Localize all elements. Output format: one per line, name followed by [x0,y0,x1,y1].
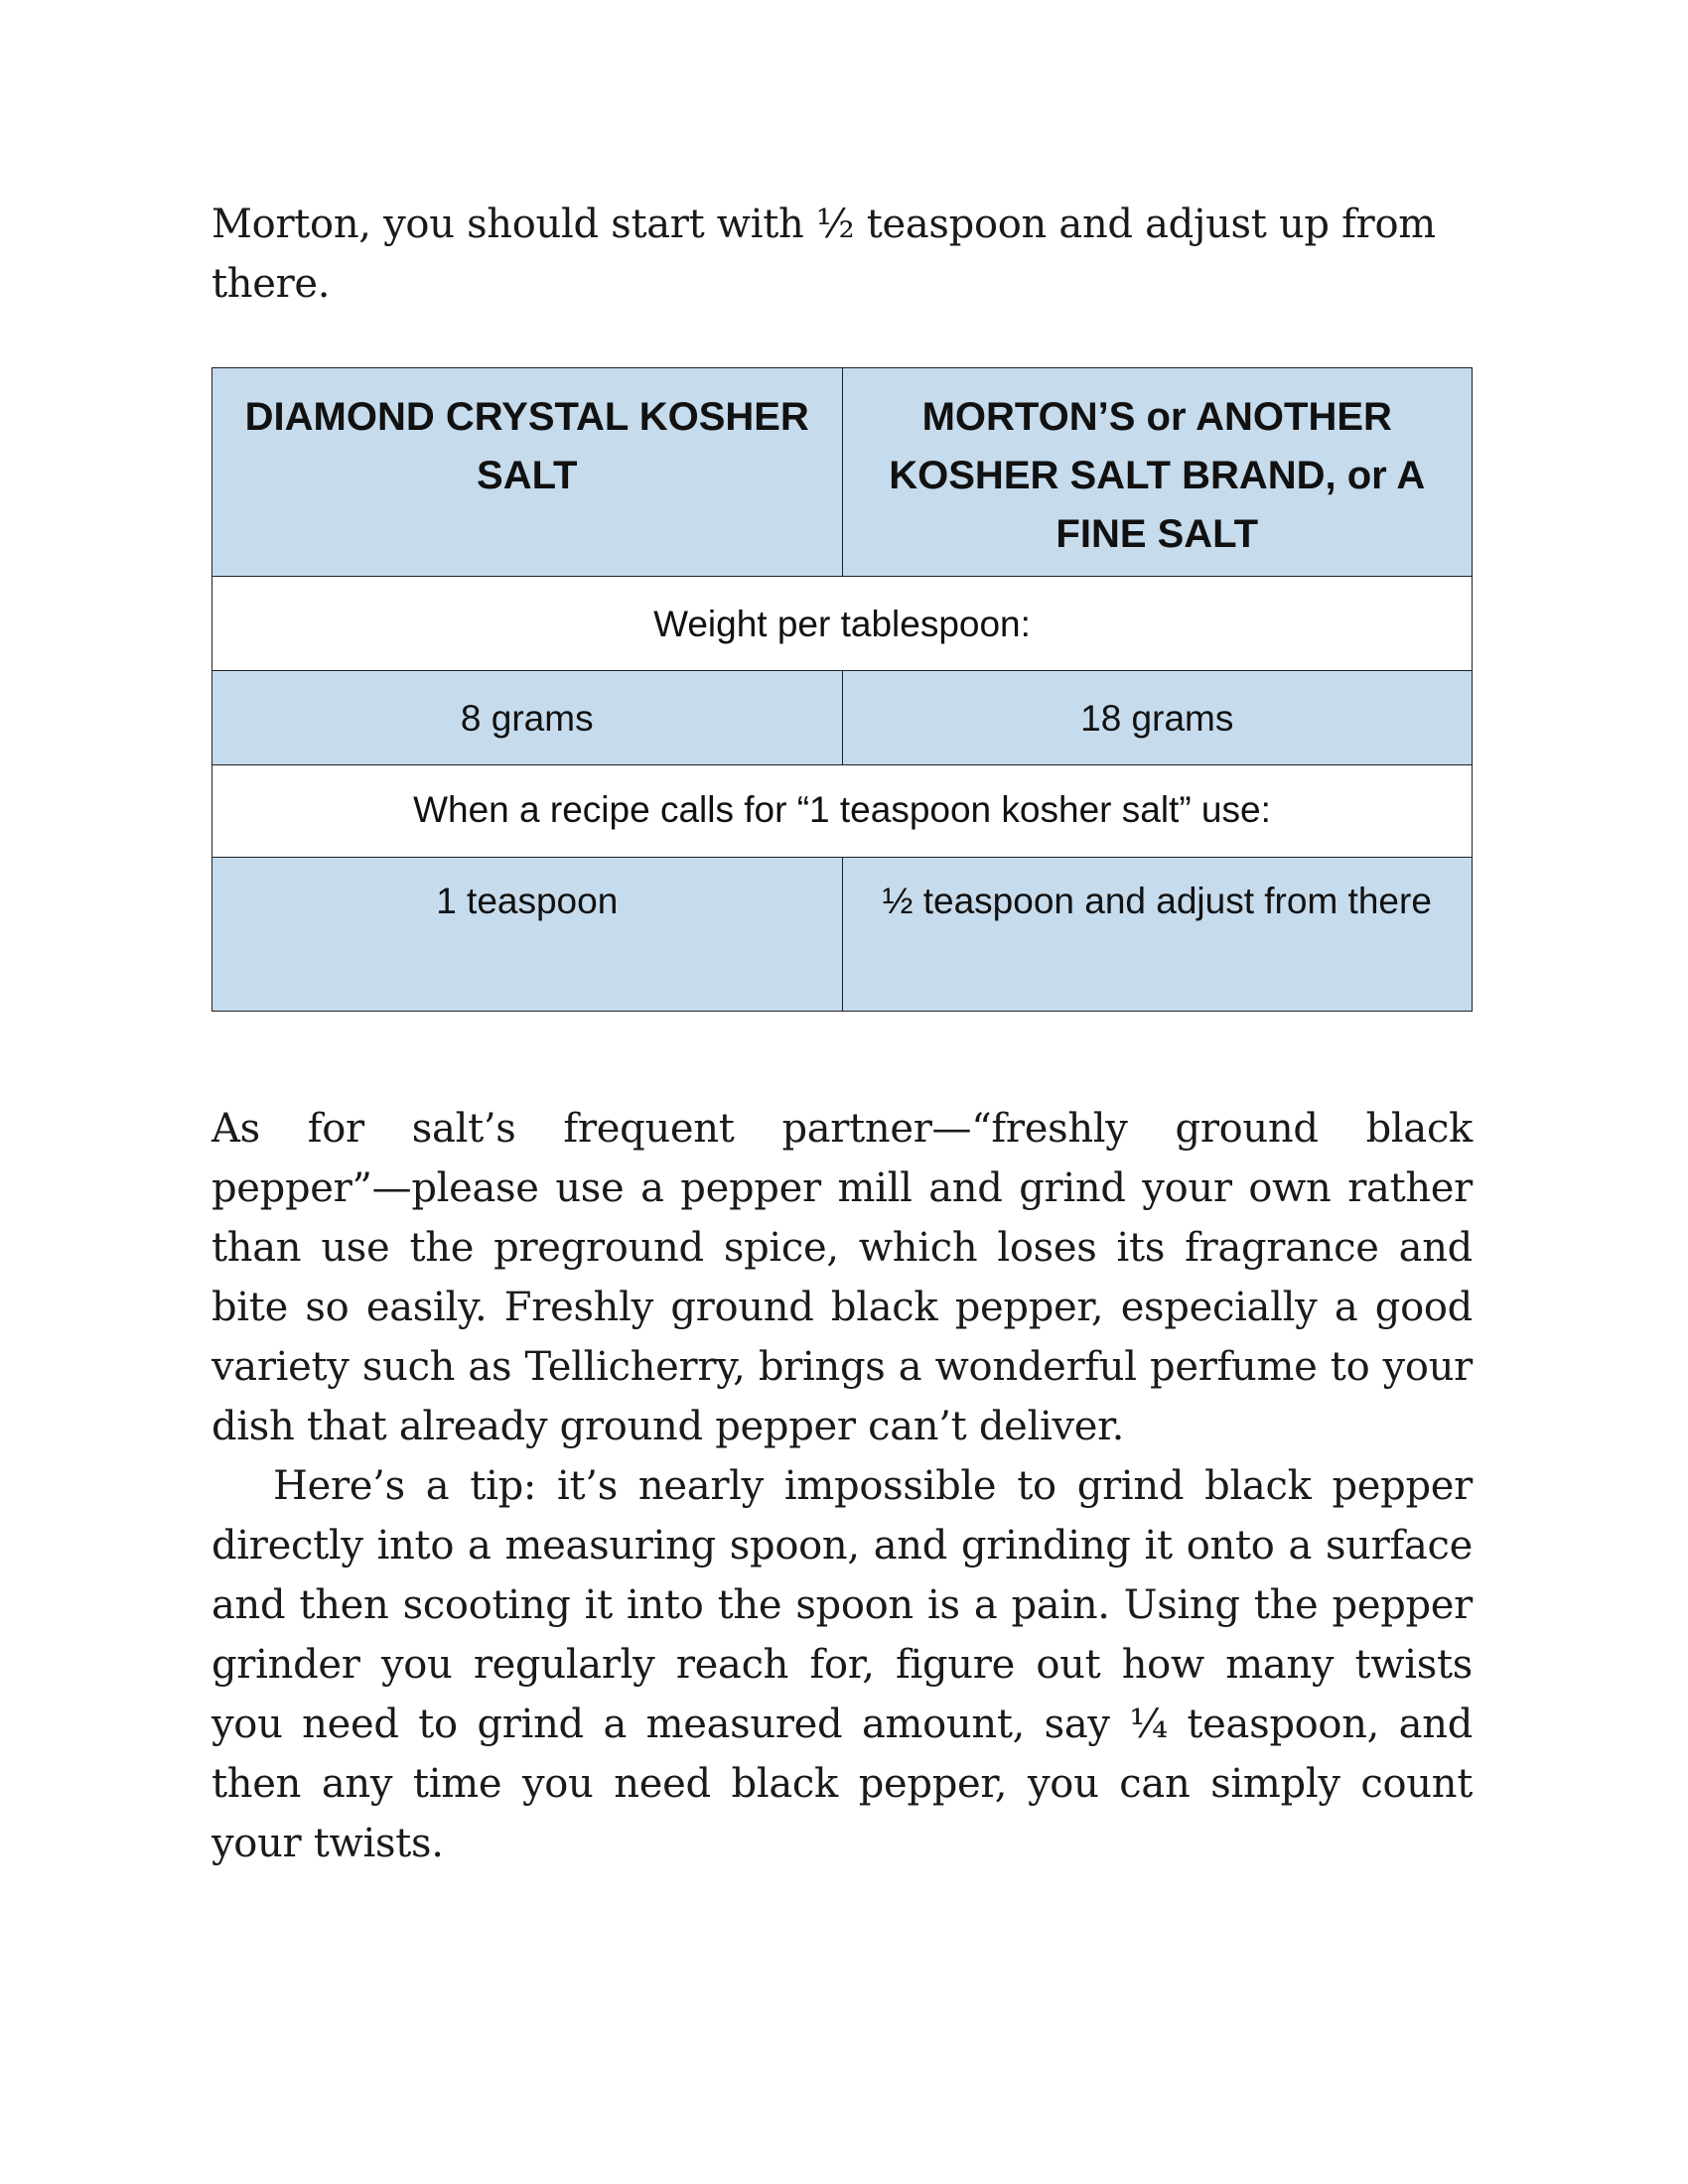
table-header-row [212,368,1473,577]
page-content [211,195,1473,1873]
recipe-label-cell: When a recipe calls for “1 teaspoon kosher salt” use: [212,765,1473,858]
table-row [212,765,1473,858]
recipe-diamond-cell: 1 teaspoon [212,858,843,1012]
pepper-paragraph: As for salt’s frequent partner—“freshly ground black pepper”—please use a pepper mill and grind your own rather than use the preground spice, which loses its fragrance and bite so easily. Freshly ground black pepper, especially a good variety such as Tellicherry, brings a wonderful perfume to your dish that already ground pepper can’t deliver. [211,1106,1473,1449]
weight-label-cell: Weight per tablespoon: [212,577,1473,671]
table-row [212,671,1473,765]
weight-mortons-cell: 18 grams [842,671,1473,765]
header-diamond-crystal: DIAMOND CRYSTAL KOSHER SALT [212,368,843,577]
table-row [212,577,1473,671]
tip-paragraph: Here’s a tip: it’s nearly impossible to grind black pepper directly into a measuring spoon, and grinding it onto a surface and then scooting it into the spoon is a pain. Using the pepper grinder you regularly reach for, figure out how many twists you need to grind a measured amount, say ¼ teaspoon, and then any time you need black pepper, you can simply count your twists. [211,1463,1473,1866]
intro-paragraph: Morton, you should start with ½ teaspoon and adjust up from there. [211,202,1436,307]
salt-comparison-table [211,367,1473,1012]
header-mortons: MORTON’S or ANOTHER KOSHER SALT BRAND, or A FINE SALT [842,368,1473,577]
weight-diamond-cell: 8 grams [212,671,843,765]
table-row [212,858,1473,1012]
recipe-mortons-cell: ½ teaspoon and adjust from there [842,858,1473,1012]
